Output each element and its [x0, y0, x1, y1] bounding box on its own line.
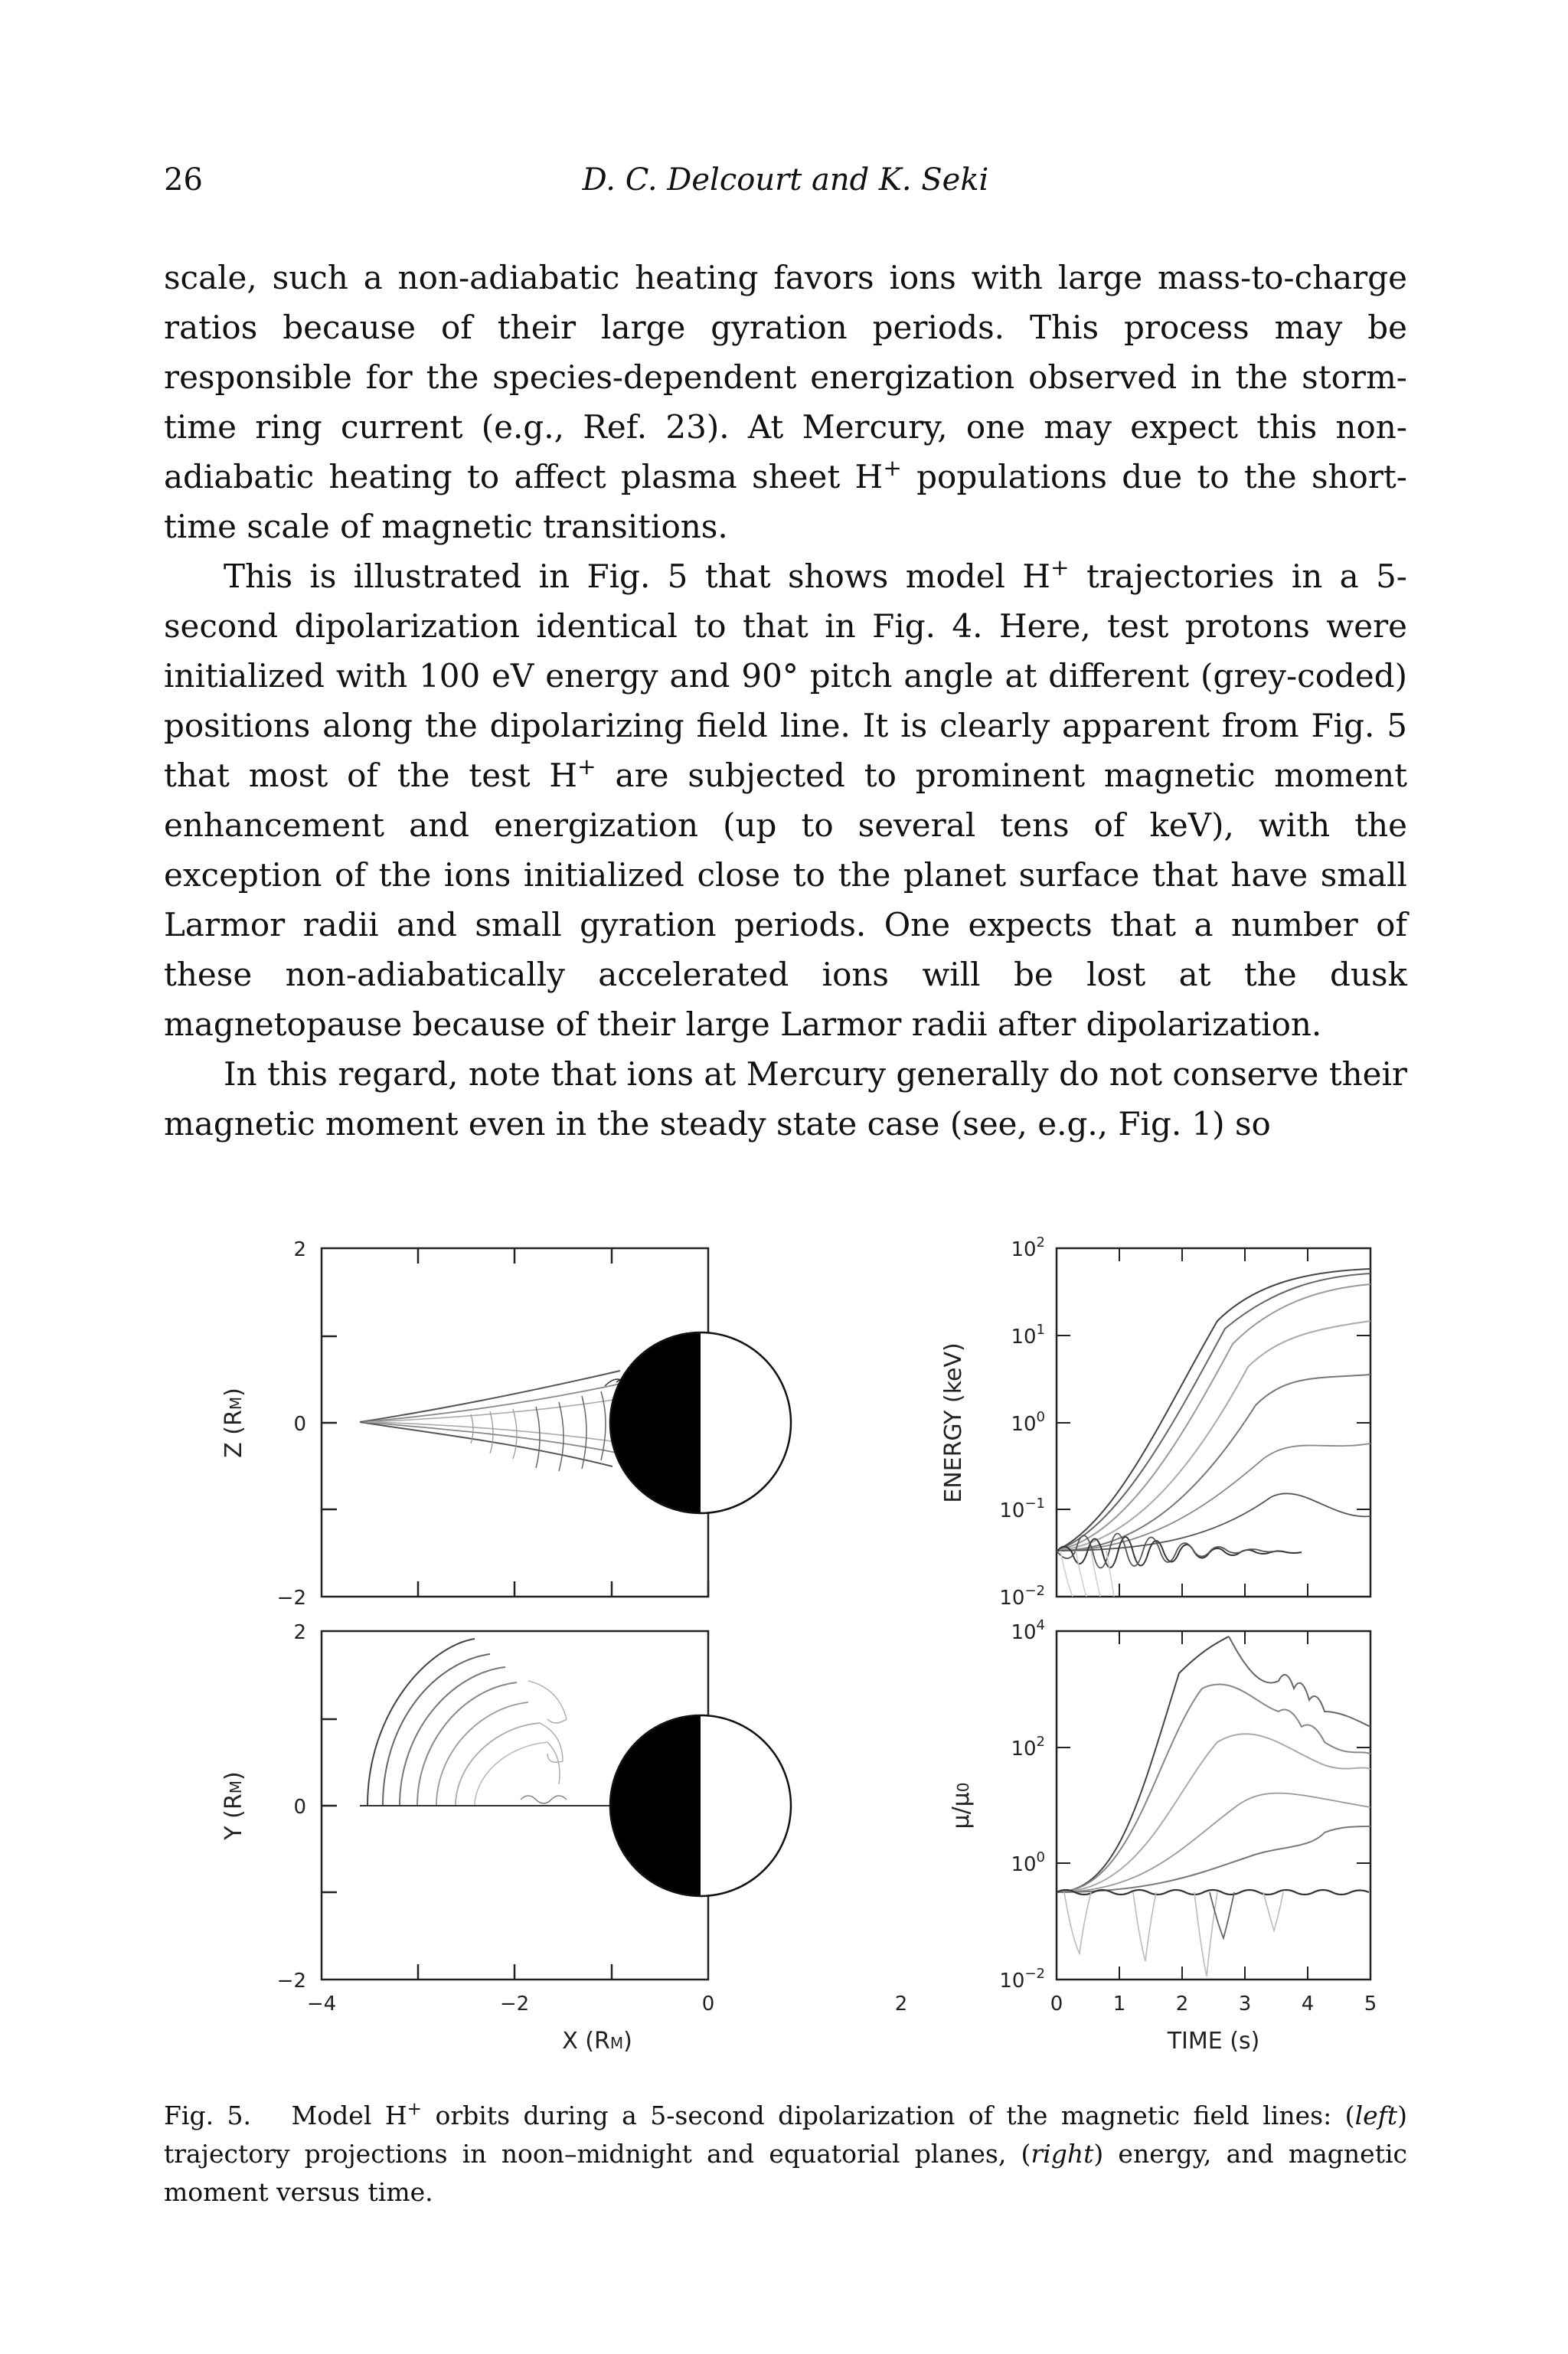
figure-caption: Fig. 5. Model H+ orbits during a 5-second dipolarization of the magnetic field lines: (left) trajectory projections in noon–midnight and equatorial planes, (right) energy, and magnetic moment versus time.: [164, 2099, 1407, 2207]
figure-5-graphic: [199, 1214, 1393, 2064]
xz-ytick-2: 2: [293, 1238, 306, 1261]
moment-ytick-1e4: $10^4$: [1011, 1617, 1045, 1644]
moment-ytick-1em2: $10^{-2}$: [999, 1966, 1045, 1993]
panel-xy-trajectory: [220, 1621, 907, 2055]
time-tick-0: 0: [1050, 1993, 1063, 2016]
x-axis-label: X (RM): [562, 2028, 632, 2055]
caption-label: Fig. 5.: [164, 2101, 252, 2130]
energy-ylabel: ENERGY (keV): [940, 1342, 967, 1503]
energy-ytick-1e0: $10^0$: [1011, 1409, 1045, 1436]
page-number: 26: [164, 162, 203, 198]
xy-ytick-m2: −2: [276, 1970, 306, 1993]
x-tick-0: 0: [701, 1993, 715, 2016]
moment-ytick-1e2: $10^2$: [1011, 1734, 1045, 1761]
energy-ytick-1e2: $10^2$: [1011, 1234, 1045, 1261]
x-tick-m2: −2: [499, 1993, 530, 2016]
moment-ylabel: μ/μ0: [948, 1782, 975, 1829]
paragraph-1: scale, such a non-adiabatic heating favors ions with large mass-to-charge ratios because of their large gyration periods. This process may be responsible for the species-dependent energization observed in the storm-time ring current (e.g., Ref. 23). At Mercury, one may expect this non-adiabatic heating to affect plasma sheet H+ populations due to the short-time scale of magnetic transitions.: [164, 259, 1407, 545]
planet-xz: [610, 1332, 791, 1513]
page-header: [164, 162, 1407, 208]
figure-5: [199, 1214, 1393, 2064]
moment-ytick-1e0: $10^0$: [1011, 1849, 1045, 1876]
xz-ytick-m2: −2: [276, 1587, 306, 1610]
panel-energy-time: [940, 1234, 1370, 1610]
paragraph-2: This is illustrated in Fig. 5 that shows model H+ trajectories in a 5-second dipolarization identical to that in Fig. 4. Here, test protons were initialized with 100 eV energy and 90° pitch angle at different (grey-coded) positions along the dipolarizing field line. It is clearly apparent from Fig. 5 that most of the test H+ are subjected to prominent magnetic moment enhancement and energization (up to several tens of keV), with the exception of the ions initialized close to the planet surface that have small Larmor radii and small gyration periods. One expects that a number of these non-adiabatically accelerated ions will be lost at the dusk magnetopause because of their large Larmor radii after dipolarization.: [164, 554, 1407, 1043]
energy-ytick-1em1: $10^{-1}$: [999, 1496, 1045, 1522]
x-tick-m4: −4: [306, 1993, 337, 2016]
paragraph-3: In this regard, note that ions at Mercury generally do not conserve their magnetic moment even in the steady state case (see, e.g., Fig. 1) so: [164, 1055, 1407, 1143]
time-tick-3: 3: [1238, 1993, 1252, 2016]
xy-ytick-2: 2: [293, 1621, 306, 1644]
xz-ylabel: Z (RM): [220, 1388, 247, 1458]
planet-xy: [610, 1715, 791, 1896]
panel-moment-time: [948, 1617, 1377, 2055]
time-axis-label: TIME (s): [1167, 2028, 1260, 2055]
xy-ytick-0: 0: [293, 1796, 306, 1819]
body-text: [164, 253, 1407, 1149]
time-tick-4: 4: [1301, 1993, 1315, 2016]
xz-ytick-0: 0: [293, 1413, 306, 1436]
time-tick-1: 1: [1112, 1993, 1126, 2016]
time-tick-2: 2: [1175, 1993, 1189, 2016]
x-tick-2: 2: [894, 1993, 908, 2016]
running-head: D. C. Delcourt and K. Seki: [582, 162, 989, 198]
time-tick-5: 5: [1364, 1993, 1377, 2016]
xy-ylabel: Y (RM): [220, 1771, 247, 1840]
energy-ytick-1e1: $10^1$: [1011, 1322, 1045, 1349]
energy-ytick-1em2: $10^{-2}$: [999, 1583, 1045, 1610]
